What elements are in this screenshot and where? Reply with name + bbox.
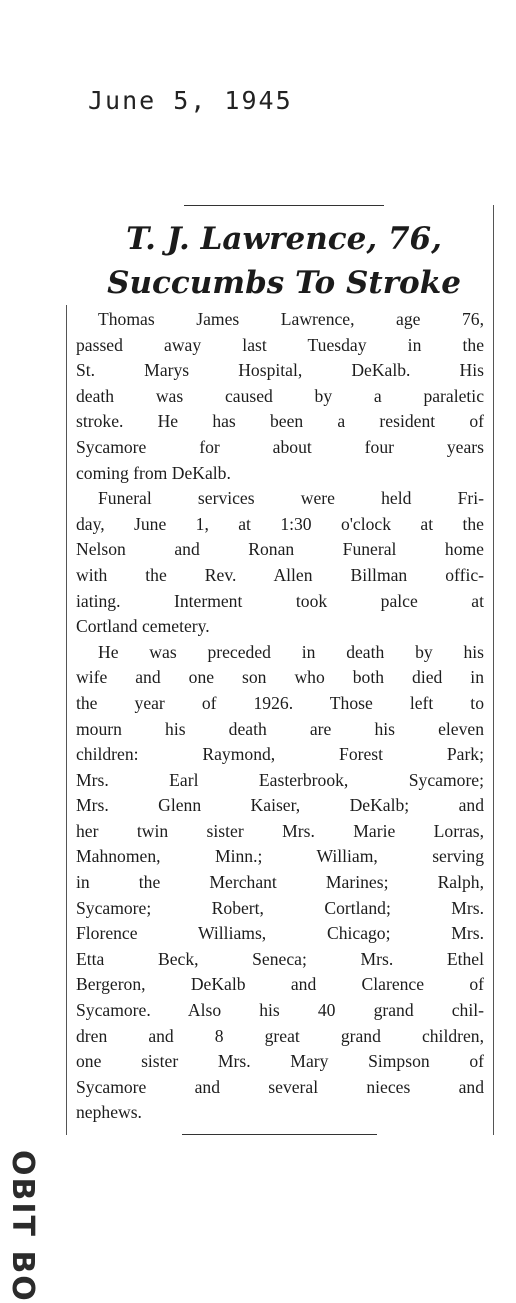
left-column-line xyxy=(66,305,67,1135)
text-line: coming from DeKalb. xyxy=(76,462,231,483)
obit-stamp: OBIT BO xyxy=(5,1150,40,1303)
text-line: Mahnomen, Minn.; William, serving xyxy=(76,846,484,867)
bottom-rule xyxy=(182,1134,377,1135)
newspaper-clipping xyxy=(66,195,498,1145)
text-line: dren and 8 great grand children, xyxy=(76,1025,484,1046)
text-line: the year of 1926. Those left to xyxy=(76,692,484,713)
text-line: Thomas James Lawrence, age 76, xyxy=(98,309,484,329)
text-line: day, June 1, at 1:30 o'clock at the xyxy=(76,513,484,534)
text-line: mourn his death are his eleven xyxy=(76,718,484,739)
text-line: Bergeron, DeKalb and Clarence of xyxy=(76,974,484,995)
text-line: Sycamore for about four years xyxy=(76,436,484,457)
text-line: Sycamore; Robert, Cortland; Mrs. xyxy=(76,897,484,918)
headline-line-1: T. J. Lawrence, 76, xyxy=(126,221,442,257)
text-line: Mrs. Glenn Kaiser, DeKalb; and xyxy=(76,795,484,816)
text-line: her twin sister Mrs. Marie Lorras, xyxy=(76,820,484,841)
text-line: Etta Beck, Seneca; Mrs. Ethel xyxy=(76,948,484,969)
text-line: Florence Williams, Chicago; Mrs. xyxy=(76,923,484,944)
text-line: Sycamore and several nieces and xyxy=(76,1076,484,1097)
text-line: wife and one son who both died in xyxy=(76,667,484,688)
text-line: nephews. xyxy=(76,1102,142,1123)
typed-date: June 5, 1945 xyxy=(88,86,293,115)
right-column-line xyxy=(493,205,494,1135)
text-line: children: Raymond, Forest Park; xyxy=(76,744,484,765)
text-line: death was caused by a paraletic xyxy=(76,385,484,406)
text-line: Nelson and Ronan Funeral home xyxy=(76,539,484,560)
text-line: in the Merchant Marines; Ralph, xyxy=(76,872,484,893)
top-rule xyxy=(184,205,384,206)
text-line: Sycamore. Also his 40 grand chil- xyxy=(76,1000,484,1021)
text-line: St. Marys Hospital, DeKalb. His xyxy=(76,360,484,381)
paragraph xyxy=(76,486,484,640)
text-line: iating. Interment took palce at xyxy=(76,590,484,611)
text-line: Cortland cemetery. xyxy=(76,616,210,637)
text-line: passed away last Tuesday in the xyxy=(76,334,484,355)
text-line: He was preceded in death by his xyxy=(98,641,484,662)
text-line: Mrs. Earl Easterbrook, Sycamore; xyxy=(76,769,484,790)
text-line: Funeral services were held Fri- xyxy=(98,488,484,509)
paragraph xyxy=(76,640,484,1126)
paragraph xyxy=(76,307,484,486)
text-line: one sister Mrs. Mary Simpson of xyxy=(76,1051,484,1072)
headline-line-2: Succumbs To Stroke xyxy=(107,265,461,301)
text-line: with the Rev. Allen Billman offic- xyxy=(76,564,484,585)
text-line: stroke. He has been a resident of xyxy=(76,411,484,432)
obituary-body xyxy=(76,307,484,1126)
